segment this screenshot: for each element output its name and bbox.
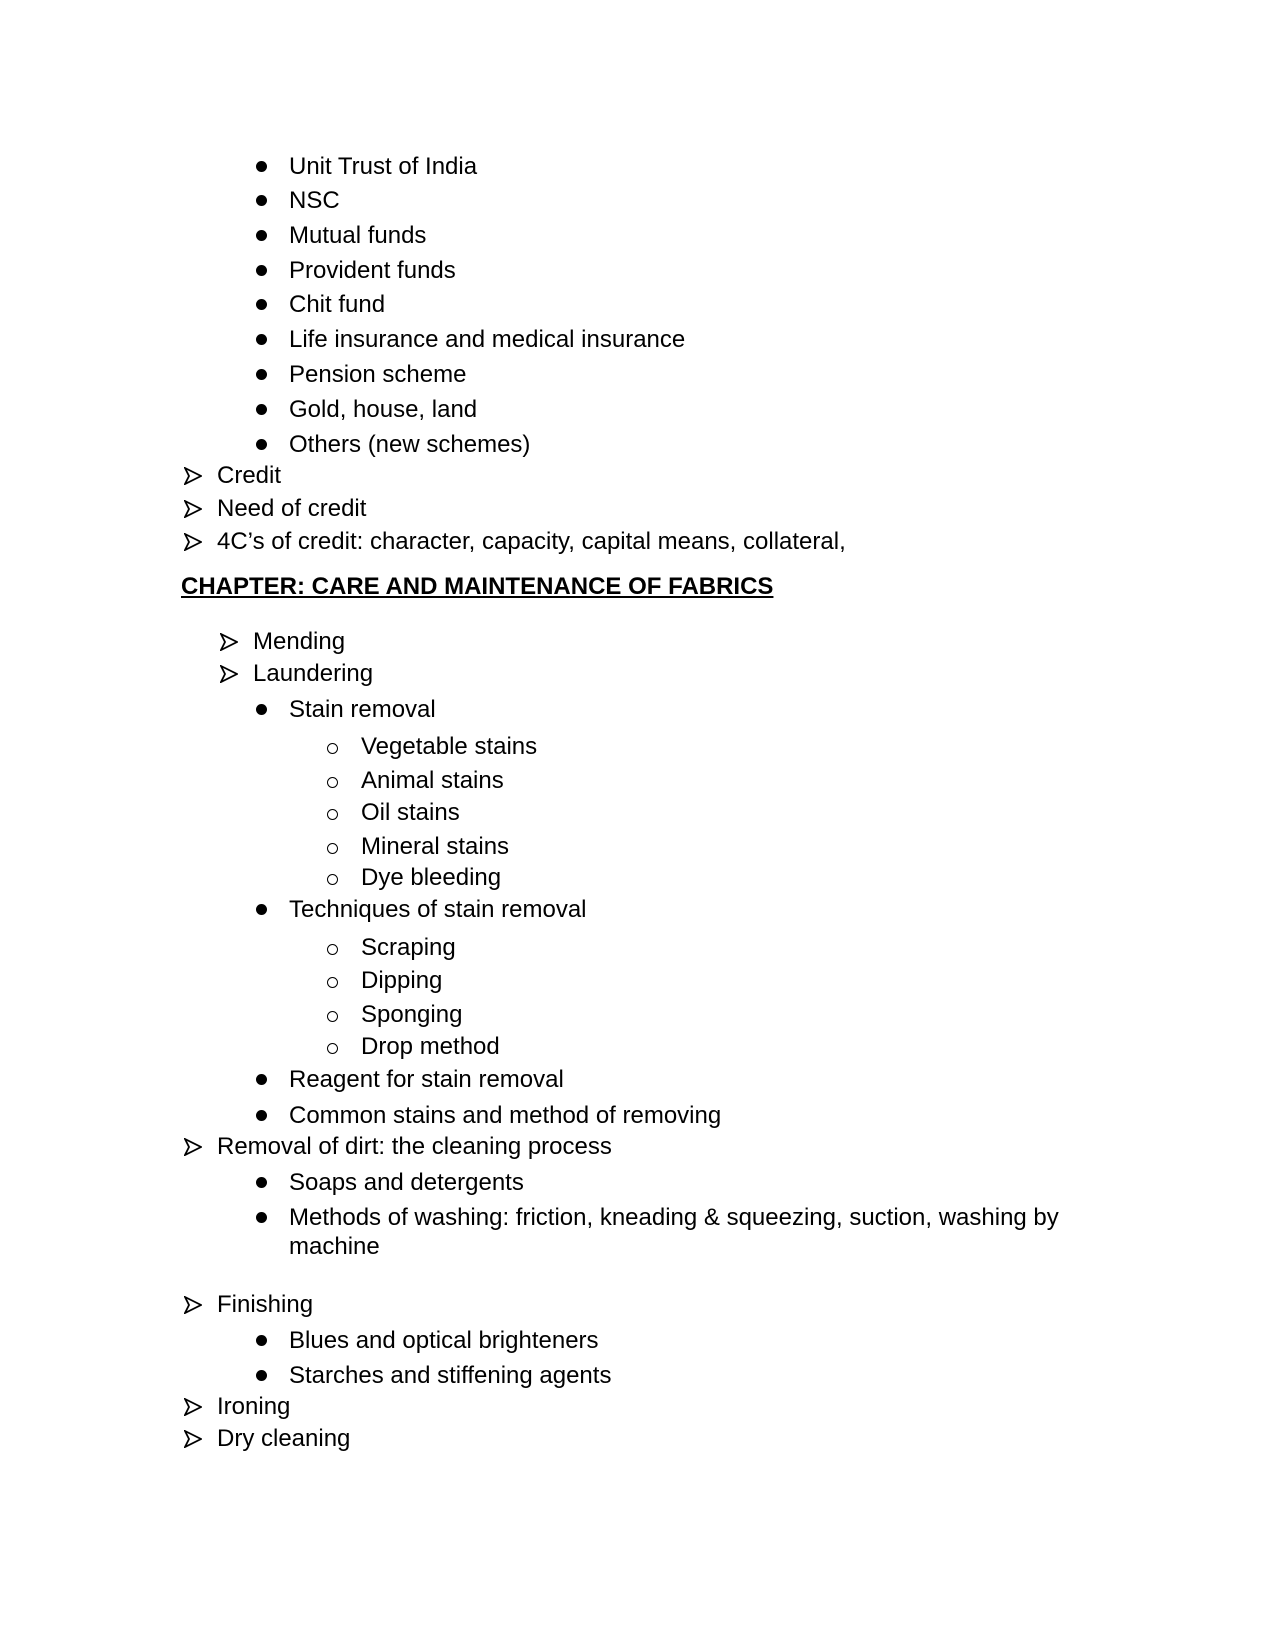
bullet-icon — [256, 704, 267, 715]
bullet-icon — [256, 1177, 267, 1188]
arrow-bullet-icon — [184, 500, 202, 518]
circle-bullet-icon — [327, 977, 338, 988]
circle-bullet-icon — [327, 777, 338, 788]
circle-bullet-icon — [327, 1011, 338, 1022]
arrow-bullet-icon — [184, 1398, 202, 1416]
bullet-icon — [256, 1110, 267, 1121]
bullet-icon — [256, 265, 267, 276]
arrow-bullet-icon — [184, 467, 202, 485]
bullet-icon — [256, 334, 267, 345]
bullet-icon — [256, 1370, 267, 1381]
arrow-bullet-icon — [184, 1138, 202, 1156]
bullet-icon — [256, 404, 267, 415]
circle-bullet-icon — [327, 809, 338, 820]
bullet-icon — [256, 195, 267, 206]
bullet-icon — [256, 369, 267, 380]
arrow-bullet-icon — [220, 633, 238, 651]
list-item-continuation: machine — [289, 1233, 380, 1260]
bullet-icon — [256, 299, 267, 310]
bullet-icon — [256, 439, 267, 450]
chapter-heading: CHAPTER: CARE AND MAINTENANCE OF FABRICS — [181, 573, 774, 600]
circle-bullet-icon — [327, 1043, 338, 1054]
arrow-bullet-icon — [184, 1430, 202, 1448]
bullet-icon — [256, 1212, 267, 1223]
bullet-icon — [256, 1074, 267, 1085]
bullet-icon — [256, 904, 267, 915]
arrow-bullet-icon — [220, 665, 238, 683]
bullet-icon — [256, 1335, 267, 1346]
arrow-bullet-icon — [184, 1296, 202, 1314]
circle-bullet-icon — [327, 944, 338, 955]
bullet-icon — [256, 161, 267, 172]
circle-bullet-icon — [327, 874, 338, 885]
arrow-bullet-icon — [184, 533, 202, 551]
bullet-icon — [256, 230, 267, 241]
circle-bullet-icon — [327, 743, 338, 754]
circle-bullet-icon — [327, 843, 338, 854]
